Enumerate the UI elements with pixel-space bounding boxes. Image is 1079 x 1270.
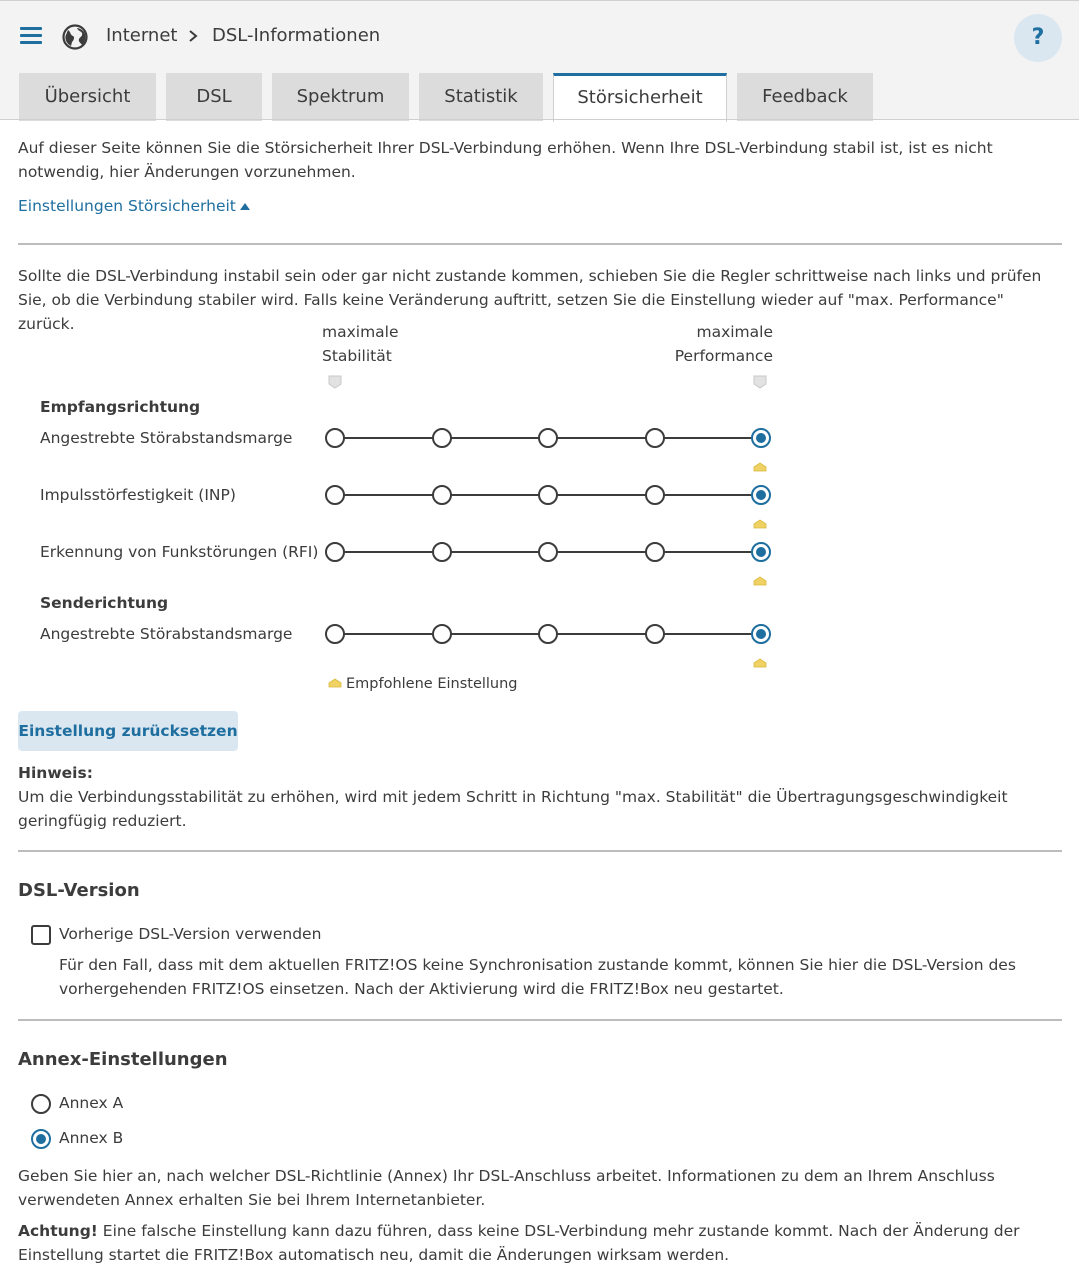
slider-track-segment xyxy=(450,551,541,553)
previous-dsl-version-checkbox[interactable] xyxy=(31,925,51,945)
slider-step-4[interactable] xyxy=(645,428,665,448)
tab-stoersicherheit[interactable]: Störsicherheit xyxy=(553,73,727,122)
breadcrumb-section[interactable]: Internet xyxy=(106,25,178,46)
checkbox-label[interactable]: Vorherige DSL-Version verwenden xyxy=(59,925,322,943)
slider-step-2[interactable] xyxy=(432,428,452,448)
settings-toggle-link[interactable] xyxy=(18,197,250,215)
tab-uebersicht[interactable]: Übersicht xyxy=(19,73,156,121)
breadcrumb-page: DSL-Informationen xyxy=(212,25,381,46)
reset-button[interactable]: Einstellung zurücksetzen xyxy=(18,711,238,751)
annex-b-radio[interactable] xyxy=(31,1129,51,1149)
tab-divider xyxy=(0,119,1079,120)
divider xyxy=(18,850,1062,852)
slider-track-segment xyxy=(663,633,754,635)
slider-track-segment xyxy=(450,437,541,439)
annex-warning xyxy=(18,1219,1063,1267)
slider-track-segment xyxy=(663,437,754,439)
slider-step-3[interactable] xyxy=(538,485,558,505)
scale-right-line1: maximale xyxy=(696,323,773,341)
slider-label: Impulsstörfestigkeit (INP) xyxy=(40,486,236,504)
slider-step-4[interactable] xyxy=(645,485,665,505)
settings-link-label: Einstellungen Störsicherheit xyxy=(18,197,236,215)
slider-step-5[interactable] xyxy=(751,624,771,644)
tab-spektrum[interactable]: Spektrum xyxy=(272,73,409,121)
slider-step-5[interactable] xyxy=(751,542,771,562)
warning-strong: Achtung! xyxy=(18,1222,98,1240)
slider-step-5[interactable] xyxy=(751,428,771,448)
group-send-heading: Senderichtung xyxy=(40,594,169,612)
slider-label: Erkennung von Funkstörungen (RFI) xyxy=(40,543,319,561)
slider-step-2[interactable] xyxy=(432,624,452,644)
slider-step-4[interactable] xyxy=(645,542,665,562)
recommended-marker-icon xyxy=(753,519,767,529)
slider-receive-rfi[interactable] xyxy=(325,542,771,562)
annex-a-radio[interactable] xyxy=(31,1094,51,1114)
slider-track-segment xyxy=(450,633,541,635)
slider-track-segment xyxy=(663,494,754,496)
scale-left-label xyxy=(322,320,399,368)
annex-a-label[interactable]: Annex A xyxy=(59,1094,124,1112)
slider-step-3[interactable] xyxy=(538,542,558,562)
legend-label: Empfohlene Einstellung xyxy=(346,676,518,692)
triangle-up-icon xyxy=(240,203,250,210)
slider-step-1[interactable] xyxy=(325,542,345,562)
slider-track-segment xyxy=(556,633,647,635)
globe-icon xyxy=(62,24,88,50)
recommended-marker-icon xyxy=(753,462,767,472)
scale-left-line2: Stabilität xyxy=(322,347,392,365)
annex-b-label[interactable]: Annex B xyxy=(59,1129,124,1147)
slider-track-segment xyxy=(343,494,434,496)
group-receive-heading: Empfangsrichtung xyxy=(40,398,201,416)
slider-step-1[interactable] xyxy=(325,428,345,448)
divider xyxy=(18,243,1062,245)
legend xyxy=(328,676,518,692)
slider-step-2[interactable] xyxy=(432,485,452,505)
slider-step-4[interactable] xyxy=(645,624,665,644)
tab-feedback[interactable]: Feedback xyxy=(737,73,873,121)
slider-send-snr[interactable] xyxy=(325,624,771,644)
slider-track-segment xyxy=(556,437,647,439)
scale-right-label xyxy=(672,320,773,368)
slider-receive-inp[interactable] xyxy=(325,485,771,505)
help-button[interactable]: ? xyxy=(1014,14,1062,62)
slider-track-segment xyxy=(343,551,434,553)
hint-title: Hinweis: xyxy=(18,764,93,782)
slider-step-2[interactable] xyxy=(432,542,452,562)
annex-description: Geben Sie hier an, nach welcher DSL-Richtlinie (Annex) Ihr DSL-Anschluss arbeitet. Informationen zu dem an Ihrem Anschluss verwendeten Annex erhalten Sie bei Ihrem Internetanbieter. xyxy=(18,1167,995,1209)
menu-icon[interactable] xyxy=(20,27,42,45)
recommended-marker-icon xyxy=(753,658,767,668)
chevron-right-icon xyxy=(186,28,200,44)
slider-step-5[interactable] xyxy=(751,485,771,505)
tab-statistik[interactable]: Statistik xyxy=(419,73,543,121)
dsl-version-heading: DSL-Version xyxy=(18,880,140,901)
intro-text: Auf dieser Seite können Sie die Störsicherheit Ihrer DSL-Verbindung erhöhen. Wenn Ihre DSL-Verbindung stabil ist, ist es nicht notwendig, hier Änderungen vorzunehmen. xyxy=(18,139,993,181)
hint-text: Um die Verbindungsstabilität zu erhöhen, wird mit jedem Schritt in Richtung "max. Stabilität" die Übertragungsgeschwindigkeit geringfügig reduziert. xyxy=(18,788,1008,830)
tab-dsl[interactable]: DSL xyxy=(166,73,262,121)
warning-text: Eine falsche Einstellung kann dazu führen, dass keine DSL-Verbindung mehr zustande kommt. Nach der Änderung der Einstellung startet die FRITZ!Box automatisch neu, damit die Änderungen wirksam werden. xyxy=(18,1222,1020,1264)
header-bar xyxy=(0,0,1079,120)
slider-track-segment xyxy=(556,494,647,496)
slider-track-segment xyxy=(556,551,647,553)
slider-receive-snr[interactable] xyxy=(325,428,771,448)
slider-step-1[interactable] xyxy=(325,485,345,505)
recommended-marker-icon xyxy=(328,678,342,688)
slider-track-segment xyxy=(450,494,541,496)
slider-intro-text: Sollte die DSL-Verbindung instabil sein oder gar nicht zustande kommen, schieben Sie die Regler schrittweise nach links und prüfen Sie, ob die Verbindung stabiler wird. Falls keine Veränderung auftritt, setzen Sie die Einstellung wieder auf "max. Performance" zurück. xyxy=(18,267,1042,333)
scale-right-line2: Performance xyxy=(674,347,773,365)
recommended-marker-icon xyxy=(753,576,767,586)
slider-track-segment xyxy=(343,437,434,439)
slider-track-segment xyxy=(663,551,754,553)
dsl-version-description: Für den Fall, dass mit dem aktuellen FRITZ!OS keine Synchronisation zustande kommt, können Sie hier die DSL-Version des vorhergehenden FRITZ!OS einsetzen. Nach der Aktivierung wird die FRITZ!Box neu gestartet. xyxy=(59,956,1016,998)
scale-marker-icon xyxy=(328,375,342,389)
slider-track-segment xyxy=(343,633,434,635)
slider-step-3[interactable] xyxy=(538,428,558,448)
slider-step-1[interactable] xyxy=(325,624,345,644)
annex-heading: Annex-Einstellungen xyxy=(18,1049,228,1070)
scale-marker-icon xyxy=(753,375,767,389)
scale-left-line1: maximale xyxy=(322,323,399,341)
slider-step-3[interactable] xyxy=(538,624,558,644)
slider-label: Angestrebte Störabstandsmarge xyxy=(40,625,293,643)
slider-label: Angestrebte Störabstandsmarge xyxy=(40,429,293,447)
divider xyxy=(18,1019,1062,1021)
